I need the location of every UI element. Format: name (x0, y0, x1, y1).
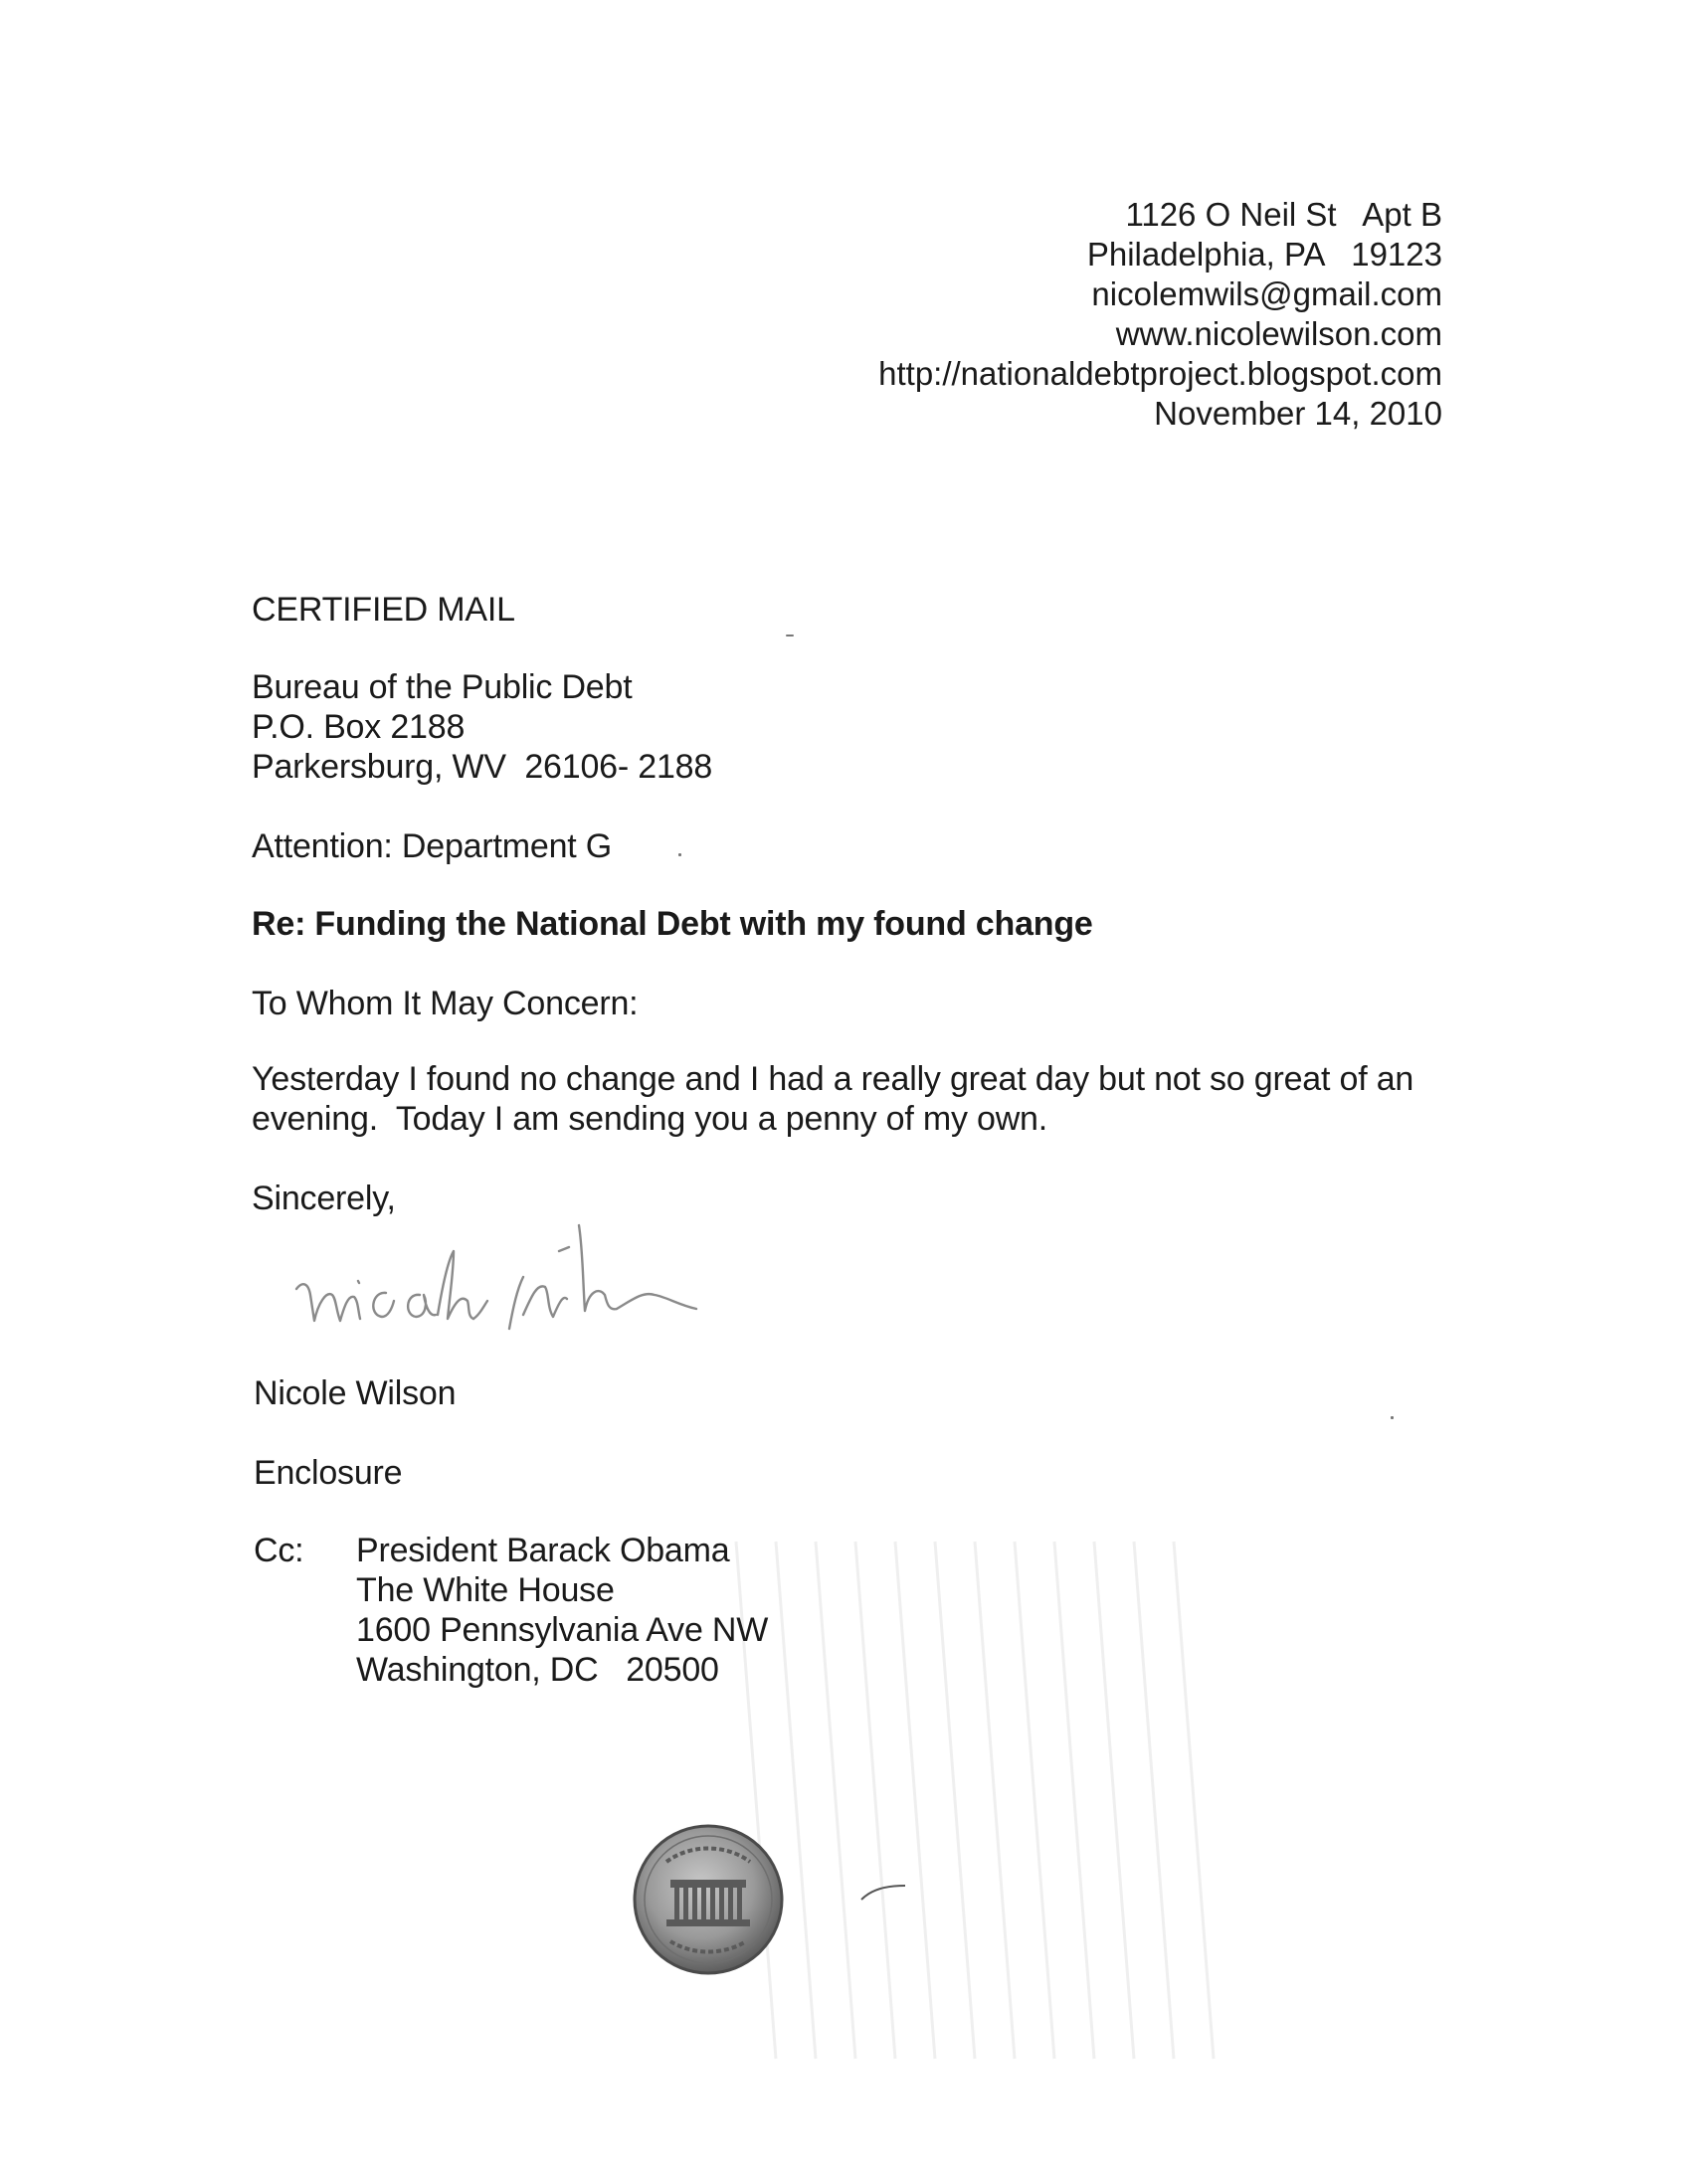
enclosure-note: Enclosure (254, 1454, 403, 1492)
salutation: To Whom It May Concern: (252, 985, 639, 1022)
recipient-city: Parkersburg, WV 26106- 2188 (252, 748, 713, 786)
penny-coin-image (631, 1822, 786, 1977)
cc-line-4: Washington, DC 20500 (356, 1651, 719, 1689)
sender-blog: http://nationaldebtproject.blogspot.com (878, 355, 1442, 392)
paper-speck (786, 635, 794, 637)
sender-email: nicolemwils@gmail.com (1091, 275, 1442, 312)
cc-line-1: President Barack Obama (356, 1532, 730, 1569)
cc-line-2: The White House (356, 1571, 615, 1609)
sender-city: Philadelphia, PA 19123 (1086, 236, 1442, 273)
sender-street: 1126 O Neil St Apt B (1125, 196, 1442, 233)
cc-line-3: 1600 Pennsylvania Ave NW (356, 1611, 769, 1649)
body-line-1: Yesterday I found no change and I had a really great day but not so great of an (252, 1060, 1414, 1098)
recipient-name: Bureau of the Public Debt (252, 668, 633, 706)
paper-mark (859, 1882, 909, 1904)
mail-type: CERTIFIED MAIL (252, 591, 515, 629)
handwritten-signature (288, 1211, 826, 1361)
paper-speck (678, 853, 681, 856)
letter-date: November 14, 2010 (1154, 395, 1442, 432)
closing: Sincerely, (252, 1180, 396, 1217)
paper-speck (1391, 1416, 1394, 1419)
signer-name: Nicole Wilson (254, 1374, 457, 1412)
sender-address-block (878, 195, 1442, 434)
subject-line: Re: Funding the National Debt with my found change (252, 905, 1093, 943)
cc-label: Cc: (254, 1532, 304, 1569)
sender-website: www.nicolewilson.com (1115, 315, 1442, 352)
body-line-2: evening. Today I am sending you a penny of my own. (252, 1100, 1048, 1138)
attention-line: Attention: Department G (252, 827, 613, 865)
recipient-po-box: P.O. Box 2188 (252, 708, 466, 746)
